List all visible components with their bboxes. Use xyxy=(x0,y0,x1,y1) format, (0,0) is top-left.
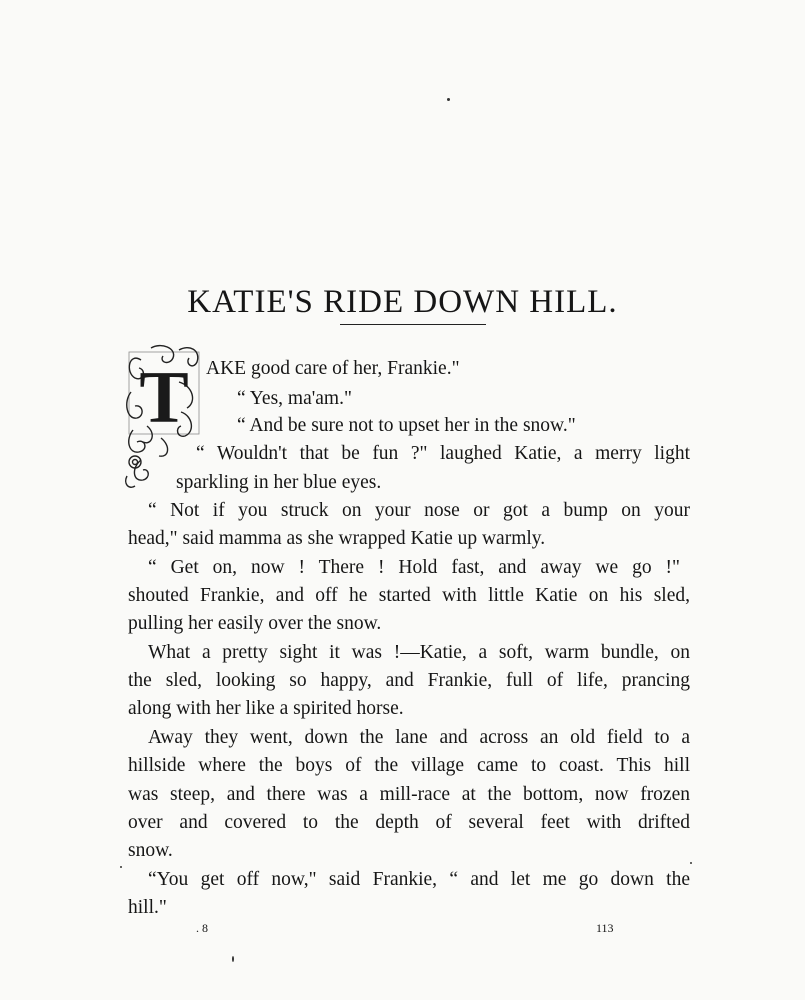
text-line: “ Get on, now ! There ! Hold fast, and away we go !" xyxy=(148,557,680,578)
text-line: shouted Frankie, and off he started with little Katie on his sled, xyxy=(128,585,690,606)
text-line: hill." xyxy=(128,897,167,918)
scan-speck xyxy=(447,98,450,101)
text-line: What a pretty sight it was !—Katie, a soft, warm bundle, on xyxy=(148,642,690,663)
text-line: AKE good care of her, Frankie." xyxy=(206,358,460,379)
drop-cap-letter: T xyxy=(139,357,189,439)
text-line: “ Yes, ma'am." xyxy=(237,388,352,409)
text-line: snow. xyxy=(128,840,173,861)
text-line: “You get off now," said Frankie, “ and let me go down the xyxy=(148,869,690,890)
text-line: head," said mamma as she wrapped Katie up warmly. xyxy=(128,528,546,549)
text-line: over and covered to the depth of several feet with drifted xyxy=(128,812,690,833)
text-line: Away they went, down the lane and across an old field to a xyxy=(148,727,690,748)
scan-speck xyxy=(232,956,234,962)
scan-speck xyxy=(120,866,122,868)
text-line: hillside where the boys of the village came to coast. This hill xyxy=(128,755,690,776)
text-line: pulling her easily over the snow. xyxy=(128,613,382,634)
ornamental-drop-cap xyxy=(121,342,205,492)
text-line: along with her like a spirited horse. xyxy=(128,698,404,719)
text-line: was steep, and there was a mill-race at the bottom, now frozen xyxy=(128,784,690,805)
scan-speck xyxy=(690,862,692,864)
signature-mark: . 8 xyxy=(196,921,208,935)
text-line: the sled, looking so happy, and Frankie, full of life, prancing xyxy=(128,670,690,691)
chapter-title: KATIE'S RIDE DOWN HILL. xyxy=(187,284,618,321)
text-line: sparkling in her blue eyes. xyxy=(176,472,382,493)
title-rule xyxy=(340,324,486,325)
page-number: 113 xyxy=(596,921,614,935)
text-line: “ Not if you struck on your nose or got a bump on your xyxy=(148,500,690,521)
text-line: “ Wouldn't that be fun ?" laughed Katie, a merry light xyxy=(196,443,690,464)
text-line: “ And be sure not to upset her in the snow." xyxy=(237,415,576,436)
